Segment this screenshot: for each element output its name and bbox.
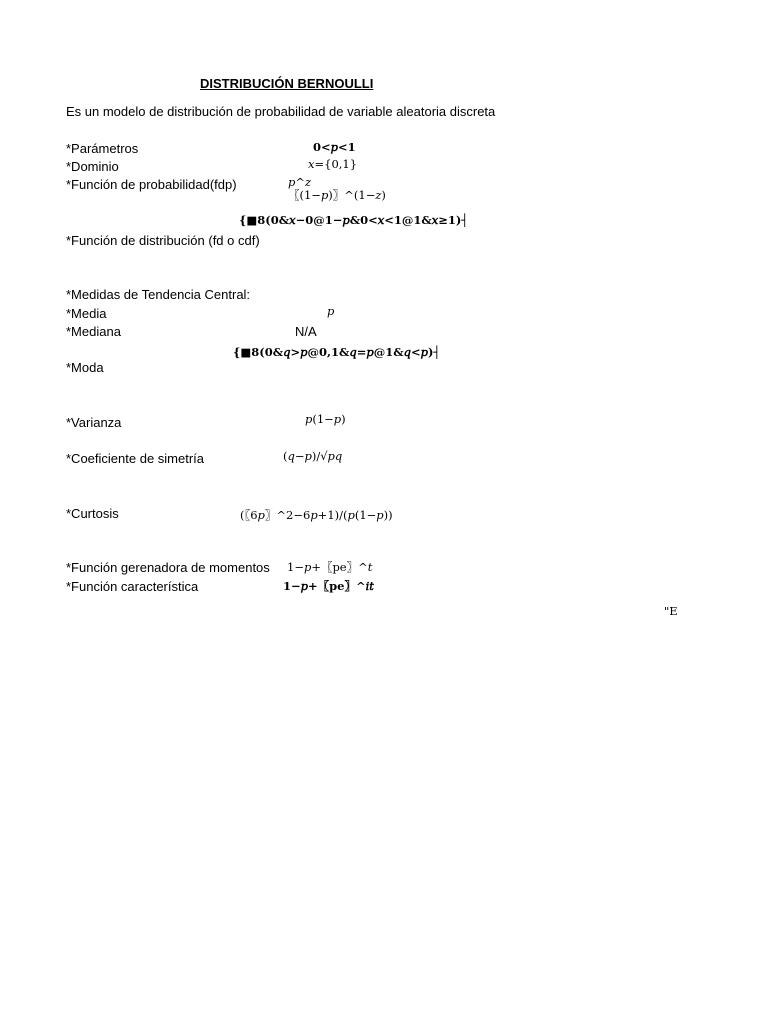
formula-moda: {■8(0&𝑞>𝑝@0,1&𝑞=𝑝@1&𝑞<𝑝)┤ [233, 345, 441, 359]
label-caracteristica: *Función característica [66, 579, 199, 594]
label-parametros: *Parámetros [66, 141, 139, 156]
formula-parametros: 0<𝑝<1 [313, 140, 356, 154]
formula-varianza: 𝑝(1−𝑝) [305, 412, 346, 426]
label-tendencia: *Medidas de Tendencia Central: [66, 287, 251, 302]
formula-simetria: (𝑞−𝑝)/√𝑝𝑞 [283, 449, 343, 463]
label-dominio: *Dominio [66, 159, 119, 174]
label-simetria: *Coeficiente de simetría [66, 451, 205, 466]
label-varianza: *Varianza [66, 415, 122, 430]
formula-caracteristica: 1−𝑝+〖pe〗^𝑖𝑡 [283, 579, 374, 593]
formula-curtosis: (〖6𝑝〗^2−6𝑝+1)/(𝑝(1−𝑝)) [240, 508, 393, 522]
margin-fragment: "E [664, 604, 678, 618]
label-fgm: *Función gerenadora de momentos [66, 560, 270, 575]
page-title: DISTRIBUCIÓN BERNOULLI [200, 76, 374, 91]
formula-fdp-line1: 𝑝^𝑧 [288, 175, 312, 189]
formula-fdp-line2: 〖(1−𝑝)〗^(1−𝑧) [288, 188, 386, 202]
label-fdp: *Función de probabilidad(fdp) [66, 177, 237, 192]
label-media: *Media [66, 306, 107, 321]
label-curtosis: *Curtosis [66, 506, 119, 521]
intro-text: Es un modelo de distribución de probabilidad de variable aleatoria discreta [66, 104, 496, 119]
formula-cdf: {■8(0&𝑥−0@1−𝑝&0<𝑥<1@1&𝑥≥1)┤ [239, 213, 469, 227]
label-cdf: *Función de distribución (fd o cdf) [66, 233, 260, 248]
value-mediana: N/A [295, 324, 317, 339]
formula-media: 𝑝 [327, 304, 335, 318]
label-moda: *Moda [66, 360, 104, 375]
label-mediana: *Mediana [66, 324, 121, 339]
formula-dominio: 𝑥={0,1} [308, 157, 358, 171]
formula-fgm: 1−𝑝+〖pe〗^𝑡 [287, 560, 373, 574]
